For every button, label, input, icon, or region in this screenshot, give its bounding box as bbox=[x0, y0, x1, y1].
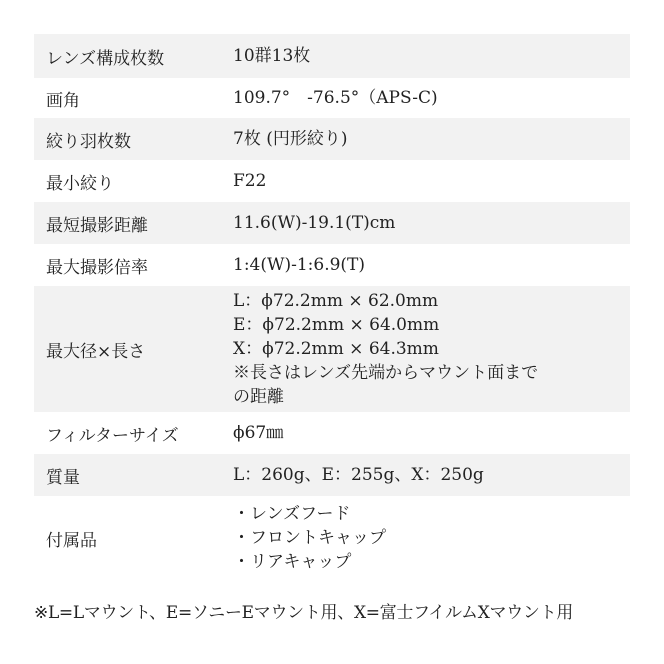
table-row bbox=[34, 34, 630, 78]
spec-label: 最大撮影倍率 bbox=[46, 257, 148, 278]
spec-value-line: 109.7° -76.5°（APS-C) bbox=[233, 88, 438, 108]
spec-label: 最短撮影距離 bbox=[46, 215, 148, 236]
table-row bbox=[34, 202, 630, 244]
spec-value bbox=[233, 127, 630, 151]
spec-value bbox=[233, 86, 630, 110]
table-row bbox=[34, 412, 630, 454]
spec-value bbox=[233, 463, 630, 487]
table-row bbox=[34, 118, 630, 160]
spec-value bbox=[233, 44, 630, 68]
table-row bbox=[34, 78, 630, 118]
spec-value-line: X：ϕ72.2mm × 64.3mm bbox=[233, 339, 439, 359]
footnote: ※L=Lマウント、E=ソニーEマウント用、X=富士フイルムXマウント用 bbox=[34, 603, 573, 623]
spec-value-line: E：ϕ72.2mm × 64.0mm bbox=[233, 315, 440, 335]
spec-value-line: ・レンズフード bbox=[233, 504, 351, 524]
spec-value-line: ※長さはレンズ先端からマウント面まで bbox=[233, 363, 539, 383]
spec-value-line: 1:4(W)-1:6.9(T) bbox=[233, 255, 366, 275]
table-row bbox=[34, 454, 630, 496]
spec-label: レンズ構成枚数 bbox=[46, 48, 165, 69]
spec-table bbox=[34, 34, 630, 580]
spec-value-line: ・フロントキャップ bbox=[233, 528, 386, 548]
spec-value-line: ・リアキャップ bbox=[233, 552, 352, 572]
table-row bbox=[34, 160, 630, 202]
spec-label: 付属品 bbox=[46, 530, 97, 551]
spec-value bbox=[233, 211, 630, 235]
spec-value bbox=[233, 502, 630, 574]
spec-value-line: の距離 bbox=[233, 387, 284, 407]
table-row bbox=[34, 244, 630, 286]
spec-label: 最大径×長さ bbox=[46, 341, 146, 362]
spec-value-line: 7枚 (円形絞り) bbox=[233, 129, 348, 149]
spec-value bbox=[233, 289, 630, 409]
table-row bbox=[34, 496, 630, 580]
spec-value-line: 11.6(W)-19.1(T)cm bbox=[233, 213, 396, 233]
spec-value-line: L：ϕ72.2mm × 62.0mm bbox=[233, 291, 439, 311]
spec-label: 画角 bbox=[46, 90, 80, 111]
spec-label: フィルターサイズ bbox=[46, 425, 179, 446]
spec-value-line: 10群13枚 bbox=[233, 46, 311, 66]
spec-label: 質量 bbox=[46, 467, 80, 488]
spec-value bbox=[233, 421, 630, 445]
spec-value bbox=[233, 169, 630, 193]
spec-label: 最小絞り bbox=[46, 173, 114, 194]
spec-value-line: ϕ67㎜ bbox=[233, 423, 284, 443]
spec-value-line: L：260g、E：255g、X：250g bbox=[233, 465, 484, 485]
spec-value bbox=[233, 253, 630, 277]
table-row bbox=[34, 286, 630, 412]
spec-label: 絞り羽枚数 bbox=[46, 131, 131, 152]
spec-value-line: F22 bbox=[233, 171, 267, 191]
